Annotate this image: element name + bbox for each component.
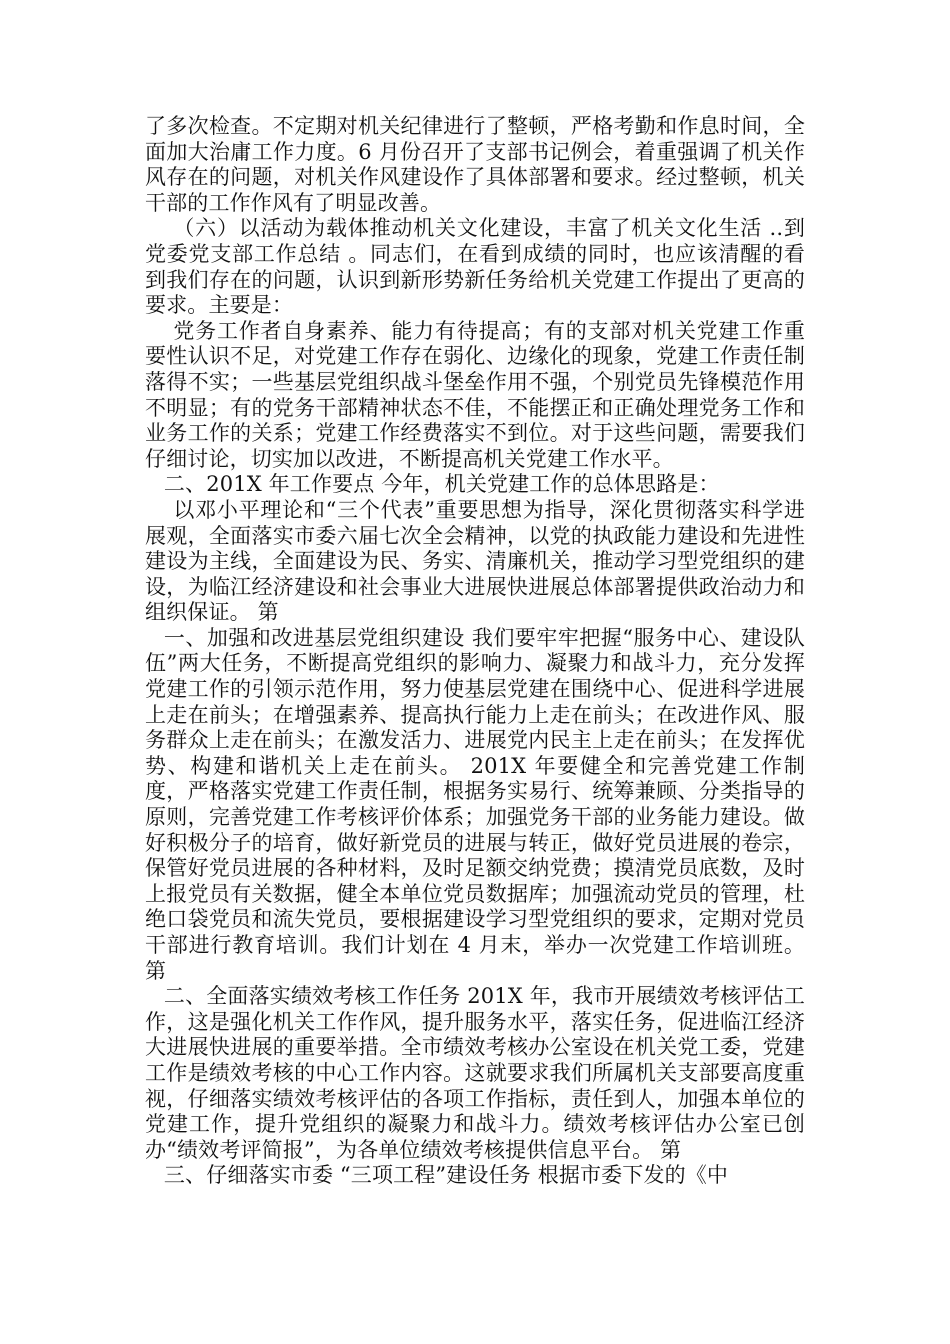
paragraph-section-one: 一、加强和改进基层党组织建设 我们要牢牢把握“服务中心、建设队伍”两大任务，不断提高党组织的影响力、凝聚力和战斗力，充分发挥党建工作的引领示范作用，努力使基层党建在围绕中心、促进科学进展上走在前头；在增强素养、提高执行能力上走在前头；在改进作风、服务群众上走在前头；在激发活力、进展党内民主上走在前头；在发挥优势、构建和谐机关上走在前头。 201X 年要健全和完善党建工作制度，严格落实党建工作责任制，根据务实易行、统筹兼顾、分类指导的原则，完善党建工作考核评价体系；加强党务干部的业务能力建设。做好积极分子的培育，做好新党员的进展与转正，做好党员进展的卷宗，保管好党员进展的各种材料，及时足额交纳党费；摸清党员底数，及时上报党员有关数据，健全本单位党员数据库；加强流动党员的管理，杜绝口袋党员和流失党员，要根据建设学习型党组织的要求，定期对党员干部进行教育培训。我们计划在 4 月末，举办一次党建工作培训班。 第 (145, 625, 805, 983)
paragraph-culture-activities: （六）以活动为载体推动机关文化建设，丰富了机关文化生活 ..到 党委党支部工作总结 。同志们，在看到成绩的同时，也应该清醒的看到我们存在的问题，认识到新形势新任务给机关党建工作提出了更高的要求。主要是： (145, 216, 805, 318)
paragraph-inspection: 了多次检查。不定期对机关纪律进行了整顿，严格考勤和作息时间，全面加大治庸工作力度。6 月份召开了支部书记例会，着重强调了机关作风存在的问题，对机关作风建设作了具体部署和要求。经过整顿，机关干部的工作作风有了明显改善。 (145, 114, 805, 215)
paragraph-section-three: 三、仔细落实市委 “三项工程”建设任务 根据市委下发的《中 (163, 1163, 729, 1188)
paragraph-section-two: 二、全面落实绩效考核工作任务 201X 年，我市开展绩效考核评估工作，这是强化机关工作作风，提升服务水平，落实任务，促进临江经济大进展快进展的重要举措。全市绩效考核办公室设在机关党工委，党建工作是绩效考核的中心工作内容。这就要求我们所属机关支部要高度重视，仔细落实绩效考核评估的各项工作指标，责任到人，加强本单位的党建工作，提升党组织的凝聚力和战斗力。绩效考核评估办公室已创办“绩效考评简报”，为各单位绩效考核提供信息平台。 第 (145, 984, 805, 1162)
paragraph-work-points-heading: 二、201X 年工作要点 今年，机关党建工作的总体思路是： (163, 472, 720, 497)
paragraph-guiding-thought: 以邓小平理论和“三个代表”重要思想为指导，深化贯彻落实科学进展观，全面落实市委六届七次全会精神，以党的执政能力建设和先进性建设为主线，全面建设为民、务实、清廉机关，推动学习型党组织的建设，为临江经济建设和社会事业大进展快进展总体部署提供政治动力和组织保证。 第 (145, 497, 805, 625)
paragraph-problems: 党务工作者自身素养、能力有待提高；有的支部对机关党建工作重要性认识不足，对党建工作存在弱化、边缘化的现象，党建工作责任制落得不实；一些基层党组织战斗堡垒作用不强，个别党员先锋模范作用不明显；有的党务干部精神状态不佳，不能摆正和正确处理党务工作和业务工作的关系；党建工作经费落实不到位。对于这些问题，需要我们仔细讨论，切实加以改进，不断提高机关党建工作水平。 (145, 318, 805, 471)
document-page (145, 114, 805, 1189)
